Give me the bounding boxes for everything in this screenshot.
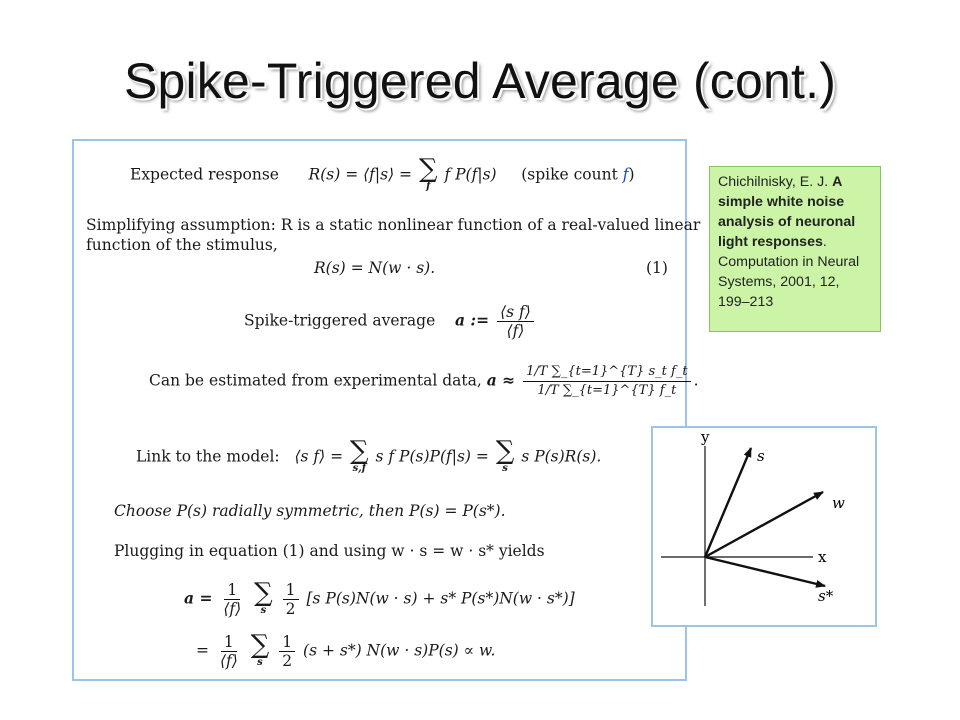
link-label: Link to the model: <box>136 447 280 466</box>
sta-line <box>244 303 537 340</box>
slide-title: Spike-Triggered Average (cont.) <box>123 53 837 109</box>
final-equation-1 <box>184 578 575 618</box>
fraction-one-over-f: $\frac{1}{⟨f⟩}$ <box>223 581 242 618</box>
vector-s <box>705 448 751 557</box>
sta-fraction: $\frac{\text{⟨s f⟩}}{⟨f⟩}$ <box>497 303 534 340</box>
final-equation-2 <box>196 630 496 670</box>
estimate-line: Can be estimated from experimental data, a ≈ $\frac{\text{1/T ∑\_\{t=1\}\textasciicircum{}\{T\} s\_t f\_t}}{1/T \sum\_\{t=1\}\^{}\{T\} f\_t}$ . <box>149 364 699 398</box>
choose-line <box>114 501 506 521</box>
expected-eq-lhs: R(s) = ⟨f|s⟩ = <box>308 165 413 184</box>
y-axis-label: y <box>701 428 710 446</box>
link-line <box>136 436 602 474</box>
citation-title: A simple white noise analysis of neuronal light responses <box>718 174 856 250</box>
spike-count-var: f <box>622 165 629 184</box>
fraction-one-over-f: $\frac{1}{⟨f⟩}$ <box>219 633 238 670</box>
final2-lhs: = <box>196 641 209 660</box>
s-label: s <box>757 447 765 465</box>
spike-count-text: (spike count <box>521 165 618 184</box>
sta-label: Spike-triggered average <box>244 311 436 330</box>
fraction-half: $\frac{1}{2}$ <box>283 581 299 618</box>
sum-symbol: ∑ s <box>254 578 273 616</box>
w-label: w <box>832 494 845 512</box>
citation-authors: Chichilnisky, E. J. <box>718 174 829 190</box>
link-eq-a: ⟨s f⟩ = <box>294 447 344 466</box>
sta-lhs: a := <box>454 310 490 330</box>
link-eq-c: s P(s)R(s). <box>521 447 602 466</box>
link-eq-b: s f P(s)P(f|s) = <box>375 447 489 466</box>
final1-lhs: a = <box>184 588 213 608</box>
choose-word: Choose <box>114 502 172 520</box>
assumption-line-1: Simplifying assumption: R is a static nonlinear function of a real-valued linear <box>86 216 701 234</box>
final1-body: [s P(s)N(w · s) + s* P(s*)N(w · s*)] <box>306 589 575 608</box>
assumption-line-2: function of the stimulus, <box>86 236 278 254</box>
s-star-label: s* <box>818 587 834 605</box>
sum-symbol: ∑ s,f <box>350 436 369 474</box>
estimate-lhs: a ≈ <box>486 370 516 390</box>
sum-symbol: ∑ s <box>495 436 515 474</box>
expected-response-line: Expected response R(s) = ⟨f|s⟩ = ∑ f f P(f|s) (spike count f) <box>130 154 635 192</box>
equation-panel <box>72 139 701 681</box>
citation-journal: . Computation in Neural Systems, 2001, 12, 199–213 <box>718 234 860 310</box>
plugging-line: Plugging in equation (1) and using w · s = w · s* yields <box>114 542 545 560</box>
expected-eq-rhs: f P(f|s) <box>444 165 497 184</box>
choose-rest: P(s) radially symmetric, then P(s) = P(s*). <box>176 502 506 520</box>
model-equation: R(s) = N(w · s). <box>314 259 436 277</box>
expected-label: Expected response <box>130 165 279 184</box>
x-axis-label: x <box>818 548 827 566</box>
equation-number: (1) <box>646 259 668 277</box>
estimate-label: Can be estimated from experimental data, <box>149 371 482 390</box>
final2-body: (s + s*) N(w · s)P(s) ∝ w. <box>303 641 496 660</box>
citation-note <box>709 166 881 332</box>
fraction-half: $\frac{1}{2}$ <box>279 633 295 670</box>
vector-diagram <box>651 426 877 627</box>
sum-symbol: ∑ s <box>250 630 270 668</box>
vector-s-star <box>705 557 825 586</box>
estimate-fraction: $\frac{\text{1/T ∑\_\{t=1\}\textasciicircum{}\{T\} s\_t f\_t}}{1/T \sum\_\{t=1\}\^{}\{T\} f\_t}$ <box>523 363 690 400</box>
vector-diagram-svg <box>653 428 875 625</box>
sum-symbol: ∑ f <box>418 154 438 192</box>
vector-w <box>705 492 823 557</box>
